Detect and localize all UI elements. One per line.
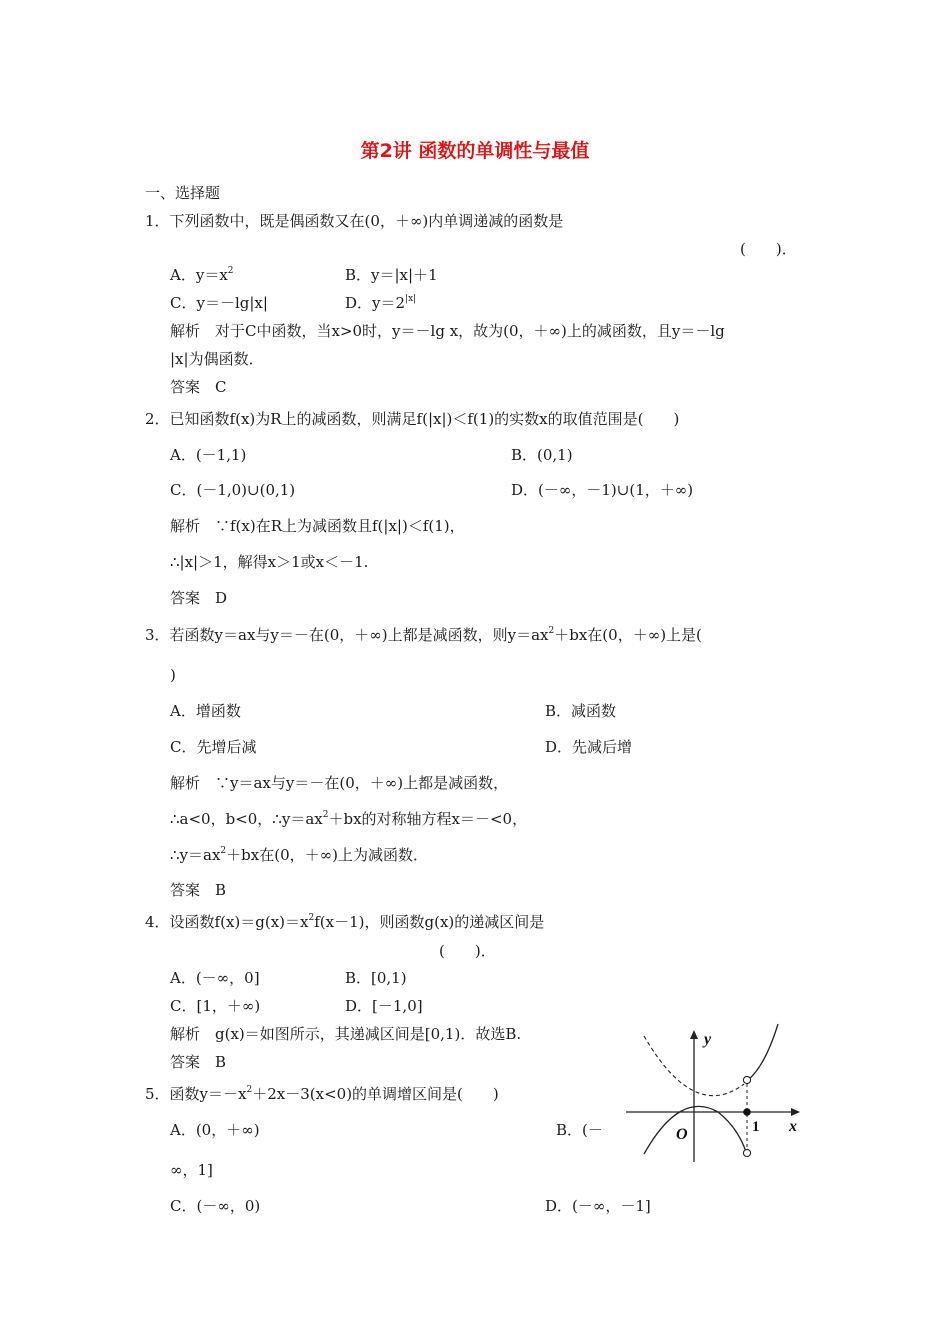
x-axis-label: x [789,1118,797,1135]
q2-analysis-line2: ∴|x|＞1，解得x＞1或x＜－1. [170,553,369,571]
tick-label-one: 1 [752,1119,760,1135]
solid-curve-upper-branch [748,1024,778,1080]
q5-stem: 5．函数$y=-x^2+2x-3(x<0)$的单调增区间是( ) [145,1085,499,1103]
q3-answer: 答案 B [170,881,227,899]
q3-option-c: C．先增后减 [170,738,257,756]
q2-option-d: D．(－∞，－1)∪(1，＋∞) [511,481,694,499]
q2-option-b: B．(0,1) [511,446,573,464]
q5-option-a: A．(0，＋∞) [170,1121,260,1139]
q4-analysis: 解析 g(x)＝如图所示，其递减区间是[0,1)．故选B. [170,1025,522,1043]
q1-answer-paren: ( )． [740,240,797,258]
q3-stem: 3．若函数y＝ax与y＝－在(0，＋∞)上都是减函数，则$y=ax^2+bx$在(0，＋∞)上是( [145,626,702,644]
q5-option-b-cont: ∞，1] [170,1161,213,1179]
point-open-lower [743,1149,750,1156]
q3-analysis-line1: 解析 ∵y＝ax与y＝－在(0，＋∞)上都是减函数， [170,774,509,792]
q4-option-c: C．[1，＋∞) [170,997,261,1015]
q3-option-a: A．增函数 [170,702,241,720]
q3-stem-cont: ) [170,666,176,684]
q1-option-d: D．$y=2^{|x|}$ [345,294,417,312]
y-axis [690,1030,698,1162]
point-open-upper [743,1076,750,1083]
q1-stem: 1．下列函数中，既是偶函数又在(0，＋∞)内单调递减的函数是 [145,212,564,230]
q1-option-a: A．$y=x^2$ [170,266,234,284]
q1-analysis-line2: |x|为偶函数． [170,350,264,368]
q4-answer: 答案 B [170,1053,227,1071]
q2-answer: 答案 D [170,589,228,607]
q3-option-d: D．先减后增 [545,738,633,756]
origin-label: O [676,1126,688,1143]
q5-option-c: C．(－∞，0) [170,1197,261,1215]
q5-option-b: B．(－ [556,1121,603,1139]
q3-option-b: B．减函数 [545,702,617,720]
section-heading: 一、选择题 [145,184,221,202]
point-solid-at-1 [743,1108,751,1116]
q4-stem: 4．设函数$f(x)=g(x)=x^2f(x-1)$，则函数g(x)的递减区间是 [145,913,545,931]
q4-option-a: A．(－∞，0] [170,969,260,987]
q3-analysis-line3: $\therefore y=ax^2+bx$在(0，＋∞)上为减函数． [170,846,428,864]
q1-option-c: C．y＝－lg|x| [170,294,268,312]
solid-curve-right-branch [718,1112,746,1152]
q1-answer: 答案 C [170,378,227,396]
function-graph [620,1022,810,1170]
page-title: 第2讲 函数的单调性与最值 [360,140,590,162]
q1-option-b: B．y＝|x|＋1 [345,266,438,284]
q5-option-d: D．(－∞，－1] [545,1197,651,1215]
y-axis-label: y [704,1031,712,1048]
q2-option-c: C．(－1,0)∪(0,1) [170,481,296,499]
q2-analysis-line1: 解析 ∵f(x)在R上为减函数且f(|x|)＜f(1)， [170,517,465,535]
q1-analysis-line1: 解析 对于C中函数，当x>0时，y＝－lg x，故为(0，＋∞)上的减函数，且y＝－lg [170,322,725,340]
q3-analysis-line2: ∴a<0，b<0，$\therefore y=ax^2+bx$的对称轴方程x＝－<0， [170,810,528,828]
q2-option-a: A．(－1,1) [170,446,247,464]
q4-answer-paren: ( )． [439,942,496,960]
q4-option-d: D．[－1,0] [345,997,423,1015]
q4-option-b: B．[0,1) [345,969,407,987]
q2-stem: 2．已知函数f(x)为R上的减函数，则满足f(|x|)＜f(1)的实数x的取值范围是( ) [145,410,680,428]
